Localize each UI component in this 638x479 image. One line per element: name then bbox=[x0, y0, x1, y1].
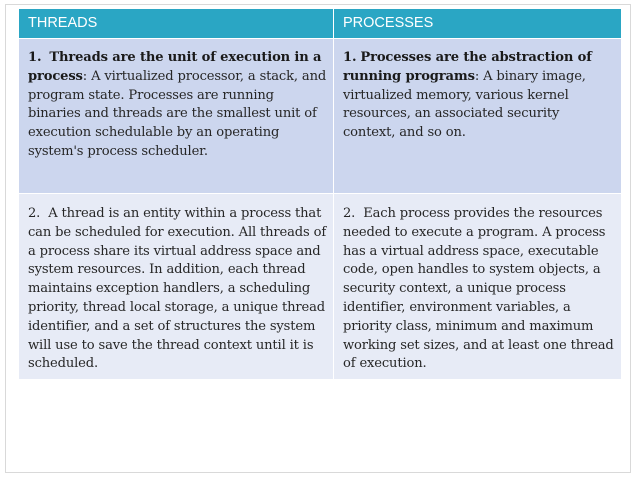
table-row bbox=[19, 194, 622, 380]
threads-point-1 bbox=[28, 49, 327, 162]
point-heading: Processes are the abstraction of running programs bbox=[343, 50, 592, 84]
processes-point-1 bbox=[343, 49, 615, 143]
point-number: 1. bbox=[28, 50, 42, 65]
header-threads: THREADS bbox=[19, 9, 334, 39]
table-header-row bbox=[19, 9, 622, 39]
point-number: 2. bbox=[343, 206, 356, 221]
table-row bbox=[19, 39, 622, 194]
point-body: : A virtualized processor, a stack, and program state. Processes are running binaries and threads are the smallest unit of execution schedulable by an operating system's process scheduler. bbox=[28, 68, 327, 159]
threads-cell-2 bbox=[19, 194, 334, 380]
point-body: : A binary image, virtualized memory, various kernel resources, an associated security context, and so on. bbox=[343, 68, 586, 141]
processes-cell-2 bbox=[334, 194, 622, 380]
threads-vs-processes-table bbox=[18, 8, 622, 380]
point-body: Each process provides the resources needed to execute a program. A process has a virtual address space, executable code, open handles to system objects, a security context, a unique process identifier, environment variables, a priority class, minimum and maximum working set sizes, and at least one thread of execution. bbox=[343, 206, 614, 372]
point-heading: Threads are the unit of execution in a process bbox=[28, 50, 322, 84]
point-number: 1. bbox=[343, 50, 357, 65]
processes-cell-1 bbox=[334, 39, 622, 194]
point-number: 2. bbox=[28, 206, 41, 221]
processes-point-2 bbox=[343, 205, 615, 374]
threads-point-2 bbox=[28, 205, 327, 374]
point-body: A thread is an entity within a process that can be scheduled for execution. All threads of a process share its virtual address space and system resources. In addition, each thread maintains exception handlers, a scheduling priority, thread local storage, a unique thread identifier, and a set of structures the system will use to save the thread context until it is scheduled. bbox=[28, 206, 327, 372]
header-processes: PROCESSES bbox=[334, 9, 622, 39]
threads-cell-1 bbox=[19, 39, 334, 194]
